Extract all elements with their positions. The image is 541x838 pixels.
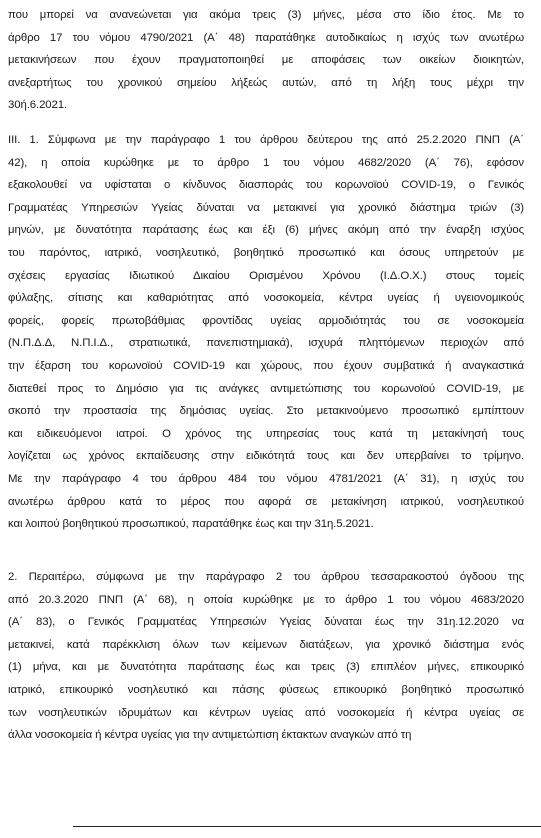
text-line: 30ή.6.2021. [8, 99, 68, 112]
text-line: (Α΄ 83), ο Γενικός Γραμματέας Υπηρεσιών Υγείας δύναται έως την 31η.12.2020 να [8, 616, 524, 629]
text-line: διατεθεί προς το Δημόσιο για τις ανάγκες αντιμετώπισης του κορωνοϊού COVID-19, με [8, 382, 524, 395]
text-line: μηνών, με δυνατότητα παράτασης έως και έξι (6) μήνες ακόμη από την έναρξη ισχύος [8, 224, 524, 237]
text-line: ΙΙΙ. 1. Σύμφωνα με την παράγραφο 1 του άρθρου δεύτερου της από 25.2.2020 ΠΝΠ (Α΄ [8, 134, 524, 146]
text-line: (1) μήνα, και με δυνατότητα παράτασης έως και τρεις (3) επιπλέον μήνες, επικουρικό [8, 661, 524, 674]
text-line: που μπορεί να ανανεώνεται για ακόμα τρεις (3) μήνες, μέσα στο ίδιο έτος. Με το [8, 9, 524, 21]
text-line: εξακολουθεί να υφίσταται ο κίνδυνος διασποράς του κορωνοϊού COVID-19, ο Γενικός [8, 179, 524, 192]
text-line: (Ν.Π.Δ.Δ, Ν.Π.Ι.Δ., στρατιωτικά, πανεπιστημιακά), ισχυρά πληττόμενων περιοχών από [8, 337, 524, 350]
text-line: ανωτέρω άρθρου κατά το μέρος που αφορά σε μετακίνηση ιατρικού, νοσηλευτικού [8, 495, 524, 508]
text-line: ιατρικό, επικουρικό νοσηλευτικό και πάσης φύσεως επικουρικό βοηθητικό προσωπικό [8, 683, 524, 696]
text-line: του παρόντος, ιατρικό, νοσηλευτικό, βοηθητικό προσωπικό και όσους υπηρετούν με [8, 246, 524, 259]
text-line: λογίζεται ως χρόνος εκπαίδευσης στην ειδικότητά τους και δεν υπερβαίνει το τρίμηνο. [8, 450, 524, 463]
text-line: φορείς, φορείς πρωτοβάθμιας φροντίδας υγείας αρμοδιότητάς του σε νοσοκομεία [8, 314, 524, 327]
text-line: και ειδικευόμενοι ιατροί. Ο χρόνος της υπηρεσίας τους κατά τη μετακίνησή τους [8, 427, 524, 440]
paragraph-1 [8, 4, 524, 117]
text-line: την έξαρση του κορωνοϊού COVID-19 και χώρους, που έχουν συμβατικά ή αναγκαστικά [8, 359, 524, 372]
text-line: Με την παράγραφο 4 του άρθρου 484 του νόμου 4781/2021 (Α΄ 31), η ισχύς του [8, 472, 524, 485]
text-line: άρθρο 17 του νόμου 4790/2021 (Α΄ 48) παρατάθηκε αυτοδικαίως η ισχύς των ανωτέρω [8, 31, 524, 44]
text-line: άλλα νοσοκομεία ή κέντρα υγείας για την αντιμετώπιση έκτακτων αναγκών από τη [8, 729, 412, 742]
text-line: ανεξαρτήτως του χρονικού σημείου λήξεώς αυτών, από τη λήξη τους μέχρι την [8, 76, 524, 89]
text-line: μετακινεί, κατά παρέκκλιση όλων των κείμενων διατάξεων, για χρονικό διάστημα ενός [8, 638, 524, 651]
paragraph-3 [8, 566, 524, 747]
text-line: από 20.3.2020 ΠΝΠ (Α΄ 68), η οποία κυρώθηκε με το άρθρο 1 του νόμου 4683/2020 [8, 593, 524, 606]
text-line: των νοσηλευτικών ιδρυμάτων και κέντρων υγείας από νοσοκομεία ή κέντρα υγείας σε [8, 706, 524, 719]
text-line: σχέσεις εργασίας Ιδιωτικού Δικαίου Ορισμένου Χρόνου (Ι.Δ.Ο.Χ.) στους τομείς [8, 269, 524, 282]
page-bottom-rule [73, 826, 541, 827]
text-line: Γραμματέας Υπηρεσιών Υγείας δύναται να μετακινεί για χρονικό διάστημα τριών (3) [8, 201, 524, 214]
text-line: φύλαξης, σίτισης και καθαριότητας από νοσοκομεία, κέντρα υγείας ή υγειονομικούς [8, 292, 524, 305]
text-line: 42), η οποία κυρώθηκε με το άρθρο 1 του νόμου 4682/2020 (Α΄ 76), εφόσον [8, 156, 524, 169]
text-line: 2. Περαιτέρω, σύμφωνα με την παράγραφο 2 του άρθρου τεσσαρακοστού όγδοου της [8, 571, 524, 583]
text-line: μετακινήσεων που έχουν πραγματοποιηθεί με αποφάσεις των οικείων διοικητών, [8, 54, 524, 67]
paragraph-2 [8, 129, 524, 536]
text-line: σκοπό την προστασία της δημόσιας υγείας. Στο μετακινούμενο προσωπικό εμπίπτουν [8, 405, 524, 418]
text-line: και λοιπού βοηθητικού προσωπικού, παρατάθηκε έως και την 31η.5.2021. [8, 518, 374, 531]
